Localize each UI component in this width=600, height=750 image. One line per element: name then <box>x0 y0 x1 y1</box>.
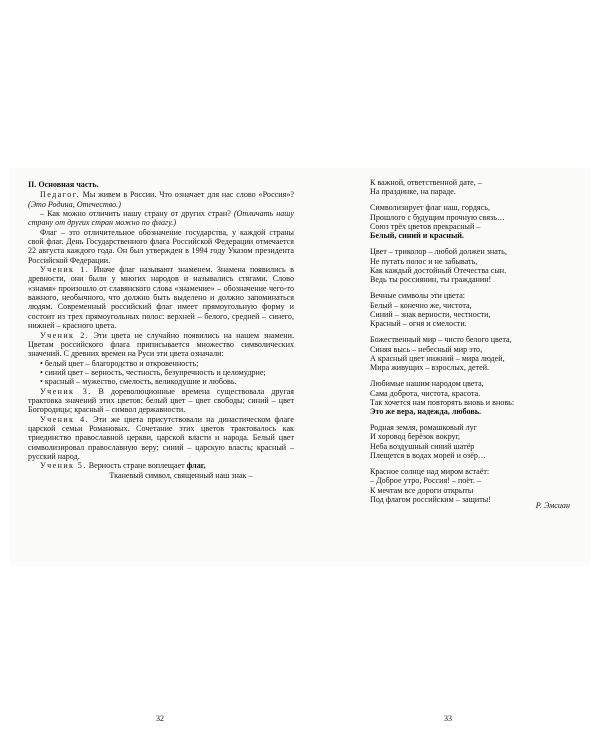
bullet-item: • красный – мужество, смелость, великодушие и любовь. <box>40 377 237 387</box>
right-page <box>370 178 570 510</box>
stanza: К важной, ответственной дате, – На праздинке, на параде. <box>370 178 482 197</box>
role-label: Ученик 1. <box>40 265 90 275</box>
book-spread <box>10 168 590 723</box>
role-label: Ученик 3. <box>40 386 92 396</box>
paragraph: Ученик 4. Эти же цвета присутствовали на династическом флаге царской семьи Романовых. Сочетание этих цветов трактовалось как триединство православной церкви, царской власти и народа. Белый цвет символизировал православную веру; синий – царскую власть; красный – русский народ. <box>28 414 294 461</box>
page-number-left: 32 <box>156 714 164 723</box>
role-label: Ученик 5. <box>40 461 87 471</box>
role-label: Ученик 4. <box>40 414 89 424</box>
stanza: Вечные символы эти цвета: Белый – конечно же, чистота, Синий – знак верности, честности, Красный – огня и смелости. <box>370 291 491 329</box>
section-heading: II. Основная часть. <box>28 180 99 189</box>
paragraph: Ученик 5. Верность стране воплещает флаг, <box>40 461 206 471</box>
paragraph: Ученик 2. Эти цвета не случайно появились на нашем знамени. Цветам российского флага приписывается множество символических значений. С древних времен на Руси эти цвета означали: <box>28 330 294 359</box>
role-label: Ученик 2. <box>40 330 90 340</box>
role-label: Педагог. <box>40 190 80 200</box>
stanza: Божественный мир – чисто белого цвета, Синяя высь – небесный мир это, А красный цвет нижний – мира людей, Мира живущих – взрослых, детей. <box>370 335 512 373</box>
bullet-item: • синий цвет – верность, честность, безупречность и целомудрие; <box>40 367 266 377</box>
poem-line: Тканевый символ, священный наш знак – <box>109 470 253 480</box>
paragraph: Педагог. Мы живем в России. Что означает для нас слово «Россия»? (Это Родина, Отечество.) <box>28 190 294 209</box>
stanza: Красное солнце над миром встаёт: – Доброе утро, Россия! – поёт. – К мечтам все дороги открыты Под флагом российским – защиты! <box>370 467 491 505</box>
stanza: Символизирует флаг наш, гордясь, Прошлого с будущим прочную связь… Союз трёх цветов прекрасный – Белый, синий и красный. <box>370 203 506 241</box>
paragraph: Ученик 3. В дореволюционные времена существовала другая трактовка значений этих цветов: белый цвет – цвет свободы; синий – цвет Богородицы; красный – символ державности. <box>28 386 294 415</box>
bullet-item: • белый цвет – благородство и откровенность; <box>40 358 199 368</box>
stanza: Родная земля, ромашковый луг И хоровод берёзок вокруг, Неба воздушный синий шатёр Плещется в водах морей и озёр… <box>370 423 486 461</box>
left-page <box>28 180 294 480</box>
paragraph: Флаг – это отличительное обозначение государства, у каждой страны свой флаг. День Государственного флага Российской Федерации отмечается 22 августа каждого года. Он был утвержден в 1994 году Указом президента Российской Федерации. <box>28 227 294 265</box>
stanza: Цвет – триколор – любой должен знать, Не путать полос и не забывать, Как каждый достойный Отечества сын. Ведь ты россиянин, ты гражданин! <box>370 247 507 285</box>
page-number-right: 33 <box>444 714 452 723</box>
paragraph: Ученик 1. Иначе флаг называют знаменем. Знамена появились в древности, они были у многих народов и называлисъ стягами. Слово «знамя» произошло от славянского слова «знамение» – обозначение чего-то важного, необычного, что должно быть выделено и должно запоминаться людям. Современный российский флаг имеет прямоугольную форму и состоит из трех прямоугольных полос: верхней – белого, средней – синего, нижней – красного цвета. <box>28 265 294 331</box>
paragraph: – Как можно отличить нашу страну от других стран? (Отличать нашу страну от других стран можно по флагу.) <box>28 209 294 228</box>
stanza: Любимые нашим народом цвета, Сама доброта, чистота, красота. Так хочется нам повторять вновь и вновь: Это же вера, надежда, любовь. <box>370 379 515 417</box>
poem-author: Р. Эмсиан <box>535 501 570 511</box>
